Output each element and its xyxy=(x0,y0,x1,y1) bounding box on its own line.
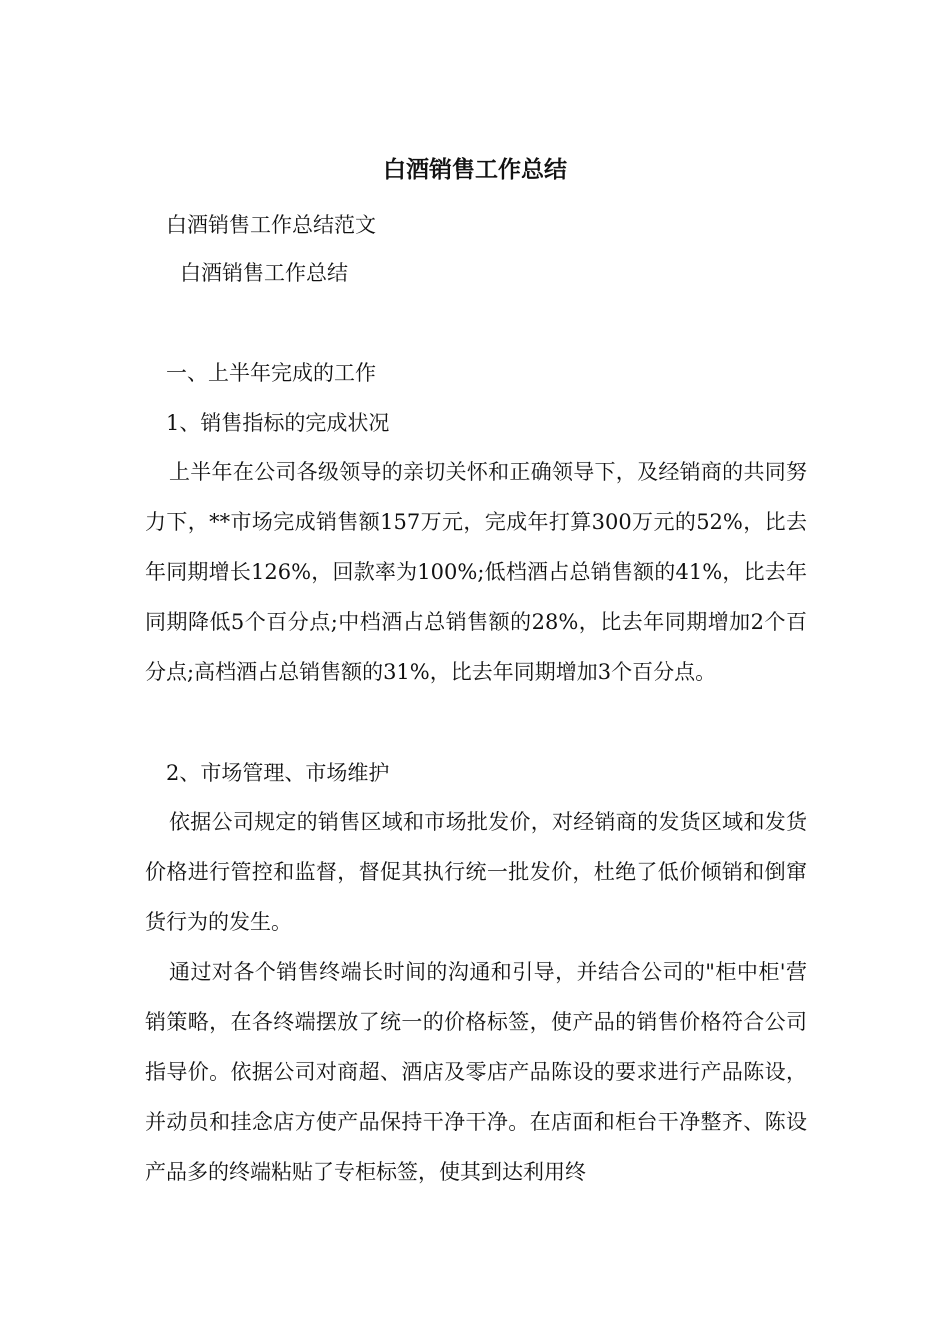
document-subtitle-secondary: 白酒销售工作总结 xyxy=(180,261,348,285)
paragraph-market-management: 依据公司规定的销售区域和市场批发价，对经销商的发货区域和发货价格进行管控和监督，督促其执行统一批发价，杜绝了低价倾销和倒窜货行为的发生。 xyxy=(145,810,807,934)
item-heading-market-management: 2、市场管理、市场维护 xyxy=(166,761,390,785)
item-heading-sales-targets: 1、销售指标的完成状况 xyxy=(166,411,390,435)
document-subtitle: 白酒销售工作总结范文 xyxy=(166,213,376,237)
section-heading: 一、上半年完成的工作 xyxy=(166,361,376,385)
paragraph-sales-targets: 上半年在公司各级领导的亲切关怀和正确领导下，及经销商的共同努力下，**市场完成销售额157万元，完成年打算300万元的52%，比去年同期增长126%，回款率为100%;低档酒占总销售额的41%，比去年同期降低5个百分点;中档酒占总销售额的28%，比去年同期增加2个百分点;高档酒占总销售额的31%，比去年同期增加3个百分点。 xyxy=(145,460,807,684)
document-title: 白酒销售工作总结 xyxy=(383,156,567,183)
paragraph-terminal-guidance: 通过对各个销售终端长时间的沟通和引导，并结合公司的"柜中柜'营销策略，在各终端摆放了统一的价格标签，使产品的销售价格符合公司指导价。依据公司对商超、酒店及零店产品陈设的要求进行产品陈设，并动员和挂念店方使产品保持干净干净。在店面和柜台干净整齐、陈设产品多的终端粘贴了专柜标签，使其到达利用终 xyxy=(145,960,807,1184)
